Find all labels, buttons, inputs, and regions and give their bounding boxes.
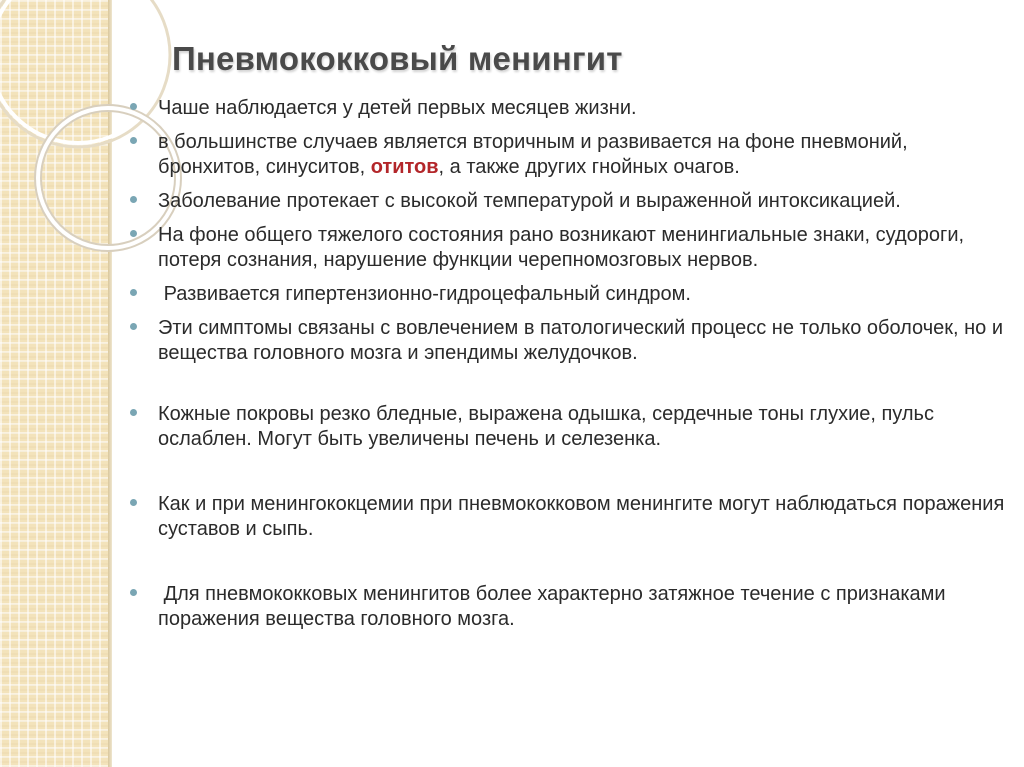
list-item: [130, 582, 1010, 632]
bullet-text: в большинстве случаев является вторичным и развивается на фоне пневмоний, бронхитов, синуситов,: [158, 131, 908, 178]
bullet-icon: [130, 289, 137, 296]
bullet-list: [130, 96, 1010, 641]
list-item: [130, 316, 1010, 366]
bullet-icon: [130, 137, 137, 144]
bullet-text: Как и при менингококцемии при пневмококковом менингите могут наблюдаться поражения суставов и сыпь.: [158, 493, 1005, 540]
bullet-text: Заболевание протекает с высокой температурой и выраженной интоксикацией.: [158, 190, 901, 212]
bullet-icon: [130, 589, 137, 596]
bullet-text: Развивается гипертензионно-гидроцефальный синдром.: [158, 283, 691, 305]
bullet-icon: [130, 103, 137, 110]
bullet-icon: [130, 323, 137, 330]
bullet-text: Кожные покровы резко бледные, выражена одышка, сердечные тоны глухие, пульс ослаблен. Могут быть увеличены печень и селезенка.: [158, 403, 934, 450]
bullet-icon: [130, 230, 137, 237]
highlighted-term: отитов: [370, 156, 439, 178]
bullet-icon: [130, 409, 137, 416]
list-item: [130, 130, 1010, 180]
bullet-text: На фоне общего тяжелого состояния рано возникают менингиальные знаки, судороги, потеря сознания, нарушение функции черепномозговых нервов.: [158, 224, 965, 271]
list-item: [130, 96, 1010, 121]
list-item: [130, 492, 1010, 542]
bullet-text: Эти симптомы связаны с вовлечением в патологический процесс не только оболочек, но и вещества головного мозга и эпендимы желудочков.: [158, 317, 1004, 364]
list-item: [130, 282, 1010, 307]
bullet-text: , а также других гнойных очагов.: [438, 156, 740, 178]
bullet-icon: [130, 196, 137, 203]
bullet-text: Чаше наблюдается у детей первых месяцев жизни.: [158, 97, 637, 119]
page-title: Пневмококковый менингит: [172, 40, 623, 77]
bullet-text: Для пневмококковых менингитов более характерно затяжное течение с признаками поражения вещества головного мозга.: [158, 583, 952, 630]
list-item: [130, 189, 1010, 214]
list-item: [130, 223, 1010, 273]
bullet-icon: [130, 499, 137, 506]
list-item: [130, 402, 1010, 452]
